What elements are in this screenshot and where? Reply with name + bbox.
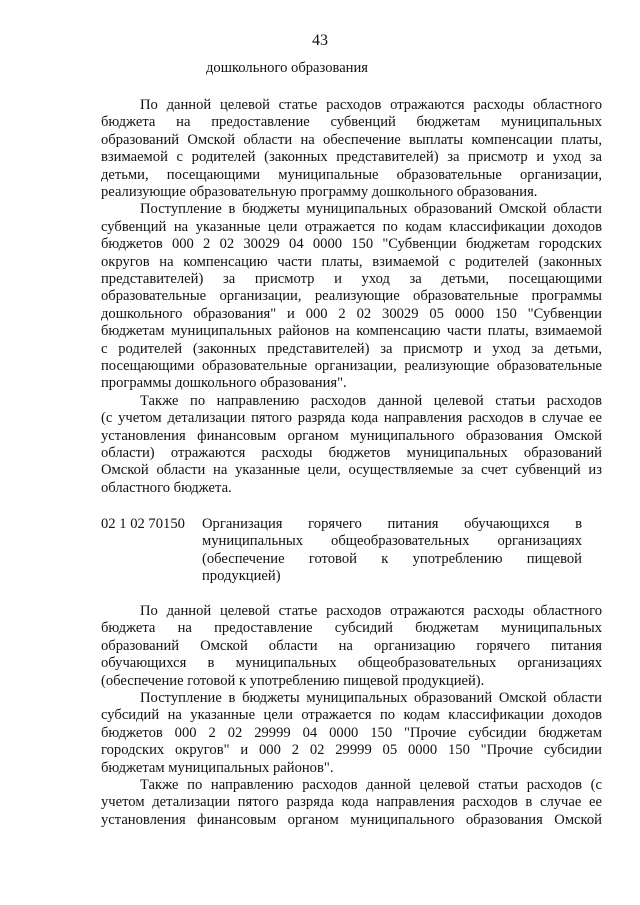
paragraph-line: областного бюджета. — [101, 479, 232, 496]
paragraph-line: По данной целевой статье расходов отражаются расходы областного — [140, 603, 602, 619]
paragraph-line: бюджетов 000 2 02 30029 04 0000 150 "Субвенции бюджетам городских — [101, 236, 602, 253]
paragraph-line: бюджетам муниципальных районов на компенсацию части платы, взимаемой — [101, 323, 602, 340]
paragraph-line: области) отражаются расходы бюджетов муниципальных образований — [101, 445, 602, 461]
paragraph-line: субвенций на указанные цели отражается по кодам классификации доходов — [101, 218, 602, 235]
page-number: 43 — [312, 32, 328, 49]
paragraph-line: обучающихся в муниципальных общеобразовательных организациях — [101, 655, 602, 672]
paragraph-line: субсидий на указанные цели отражается по кодам классификации доходов — [101, 707, 602, 724]
paragraph-line: Также по направлению расходов данной целевой статьи расходов — [140, 392, 602, 409]
paragraph-line: По данной целевой статье расходов отражаются расходы областного — [140, 97, 602, 113]
paragraph-line: реализующие образовательную программу дошкольного образования. — [101, 184, 538, 200]
paragraph-line: посещающими образовательные организации, реализующие образовательные — [101, 358, 602, 374]
paragraph-line: образований Омской области на организацию горячего питания — [101, 637, 602, 654]
paragraph-line: Также по направлению расходов данной целевой статьи расходов (с — [140, 777, 602, 793]
paragraph-line: установления финансовым органом муниципального образования Омской — [101, 427, 602, 444]
paragraph-line: программы дошкольного образования". — [101, 375, 347, 392]
paragraph-line: округов на компенсацию части платы, взимаемой с родителей (законных — [101, 253, 602, 270]
heading-tail: дошкольного образования — [206, 60, 369, 76]
paragraph-line: бюджета на предоставление субсидий бюджетам муниципальных — [101, 620, 602, 637]
budget-code-title: (обеспечение готовой к употреблению пищевой — [202, 550, 582, 567]
paragraph-line: взимаемой с родителей (законных представителей) за присмотр и уход за — [101, 149, 602, 166]
paragraph-line: учетом детализации пятого разряда кода направления расходов в случае ее — [101, 794, 602, 811]
paragraph-line: с родителей (законных представителей) за присмотр и уход за детьми, — [101, 340, 602, 357]
paragraph-line: бюджетам муниципальных районов". — [101, 759, 334, 776]
paragraph-line: бюджета на предоставление субвенций бюджетам муниципальных — [101, 114, 602, 131]
paragraph-line: городских округов" и 000 2 02 29999 05 0000 150 "Прочие субсидии — [101, 742, 602, 759]
paragraph-line: (обеспечение готовой к употреблению пищевой продукцией). — [101, 672, 485, 689]
paragraph-line: Омской области на указанные цели, осуществляемые за счет субвенций из — [101, 462, 602, 479]
paragraph-line: установления финансовым органом муниципального образования Омской — [101, 811, 602, 828]
paragraph-line: бюджетов 000 2 02 29999 04 0000 150 "Прочие субсидии бюджетам — [101, 724, 602, 741]
budget-code-title: продукцией) — [202, 568, 281, 585]
paragraph-line: детьми, посещающими муниципальные образовательные организации, — [101, 166, 602, 183]
paragraph-line: (с учетом детализации пятого разряда кода направления расходов в случае ее — [101, 410, 602, 427]
budget-code-title: Организация горячего питания обучающихся в — [202, 516, 582, 532]
paragraph-line: Поступление в бюджеты муниципальных образований Омской области — [140, 201, 602, 218]
paragraph-line: представителей) за присмотр и уход за детьми, посещающими — [101, 271, 602, 287]
paragraph-line: образовательные организации, реализующие образовательные программы — [101, 288, 602, 305]
paragraph-line: образований Омской области на обеспечение выплаты компенсации платы, — [101, 131, 602, 148]
budget-code-title: муниципальных общеобразовательных организациях — [202, 533, 582, 550]
budget-code: 02 1 02 70150 — [101, 516, 185, 532]
paragraph-line: дошкольного образования" и 000 2 02 30029 05 0000 150 "Субвенции — [101, 305, 602, 322]
paragraph-line: Поступление в бюджеты муниципальных образований Омской области — [140, 690, 602, 706]
